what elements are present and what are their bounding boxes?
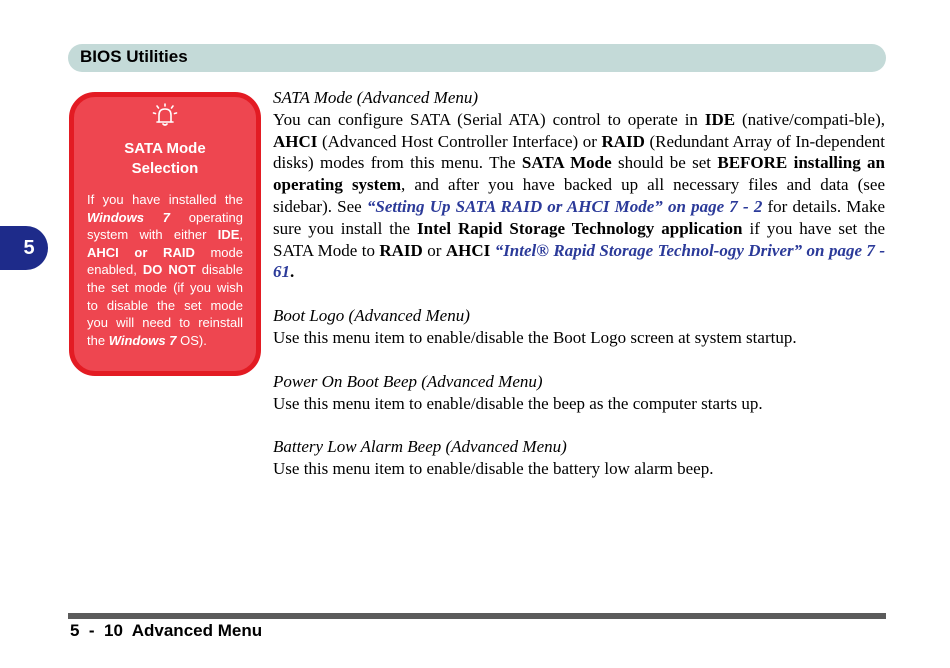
term-ahci: AHCI [273, 131, 318, 151]
sidebar-text: OS). [176, 332, 207, 348]
sidebar-text: disable the set mode (if you wish to disable the set mode you will need to reinstall the [87, 262, 243, 348]
body-text: for details. Make sure you install the [273, 196, 886, 238]
sidebar-text: mode enabled, [87, 244, 244, 278]
section-power-on-boot-beep [273, 371, 885, 415]
sidebar-title-line1: SATA Mode [124, 140, 206, 157]
sidebar-title-line2: Selection [131, 160, 199, 177]
xref-link-irst-driver[interactable]: “Intel® Rapid Storage Technol-ogy Driver” on page 7 - 61 [273, 240, 885, 282]
section-body: Use this menu item to enable/disable the beep as the computer starts up. [273, 393, 763, 413]
sidebar-warning: DO NOT [142, 262, 196, 278]
sidebar-title [82, 139, 248, 179]
body-text: . [290, 262, 295, 282]
body-text: (Redundant Array of In-dependent disks) modes from this menu. The [273, 131, 885, 173]
section-heading: SATA Mode (Advanced Menu) [273, 88, 479, 107]
section-heading: Boot Logo (Advanced Menu) [273, 306, 470, 326]
section-heading: Battery Low Alarm Beep (Advanced Menu) [273, 437, 567, 457]
sidebar-mode-ahci-raid: AHCI or RAID [87, 244, 195, 260]
footer-rule [68, 613, 886, 619]
chapter-number: 5 [23, 236, 35, 259]
term-before-install: BEFORE installing an operating system [273, 153, 886, 195]
term-sata-mode: SATA Mode [521, 153, 612, 173]
sidebar-text: operating system with either [87, 209, 244, 243]
section-boot-logo [273, 305, 885, 349]
sidebar-os-name: Windows 7 [108, 332, 177, 348]
sidebar-text: , [239, 227, 243, 243]
term-ahci: AHCI [445, 240, 491, 260]
body-text: (Advanced Host Controller Interface) or [317, 131, 602, 151]
body-text: if you have set the SATA Mode to [273, 218, 885, 260]
body-text: , and after you have backed up all necessary files and data (see sidebar). See [273, 175, 885, 216]
sidebar-text: If you have installed the [87, 192, 243, 207]
section-battery-low-alarm-beep [273, 436, 885, 480]
section-body: Use this menu item to enable/disable the Boot Logo screen at system startup. [273, 327, 797, 347]
section-heading: Power On Boot Beep (Advanced Menu) [273, 371, 543, 391]
header-bar [68, 44, 886, 72]
body-text: (native/compati-ble), [735, 109, 885, 129]
section-sata-mode [273, 87, 885, 283]
body-text: or [422, 240, 446, 260]
sidebar-note [69, 92, 261, 376]
term-raid: RAID [601, 131, 645, 151]
page-footer-label: 5 - 10 Advanced Menu [70, 621, 263, 640]
sidebar-mode-ide: IDE [217, 227, 240, 243]
main-content [273, 87, 885, 502]
section-body [273, 109, 885, 283]
term-irst-application: Intel Rapid Storage Technology application [417, 218, 743, 238]
section-body: Use this menu item to enable/disable the battery low alarm beep. [273, 459, 714, 479]
sidebar-body [87, 191, 243, 349]
chapter-tab [0, 226, 48, 270]
page-header-title: BIOS Utilities [80, 47, 188, 66]
body-text: You can configure SATA (Serial ATA) control to operate in [273, 109, 705, 129]
xref-link-setting-up-sata[interactable]: “Setting Up SATA RAID or AHCI Mode” on page 7 - 2 [366, 196, 763, 216]
sidebar-os-name: Windows 7 [87, 209, 170, 225]
term-raid: RAID [379, 240, 423, 260]
alarm-bell-icon [74, 103, 256, 132]
term-ide: IDE [704, 109, 736, 129]
body-text: should be set [611, 153, 718, 173]
